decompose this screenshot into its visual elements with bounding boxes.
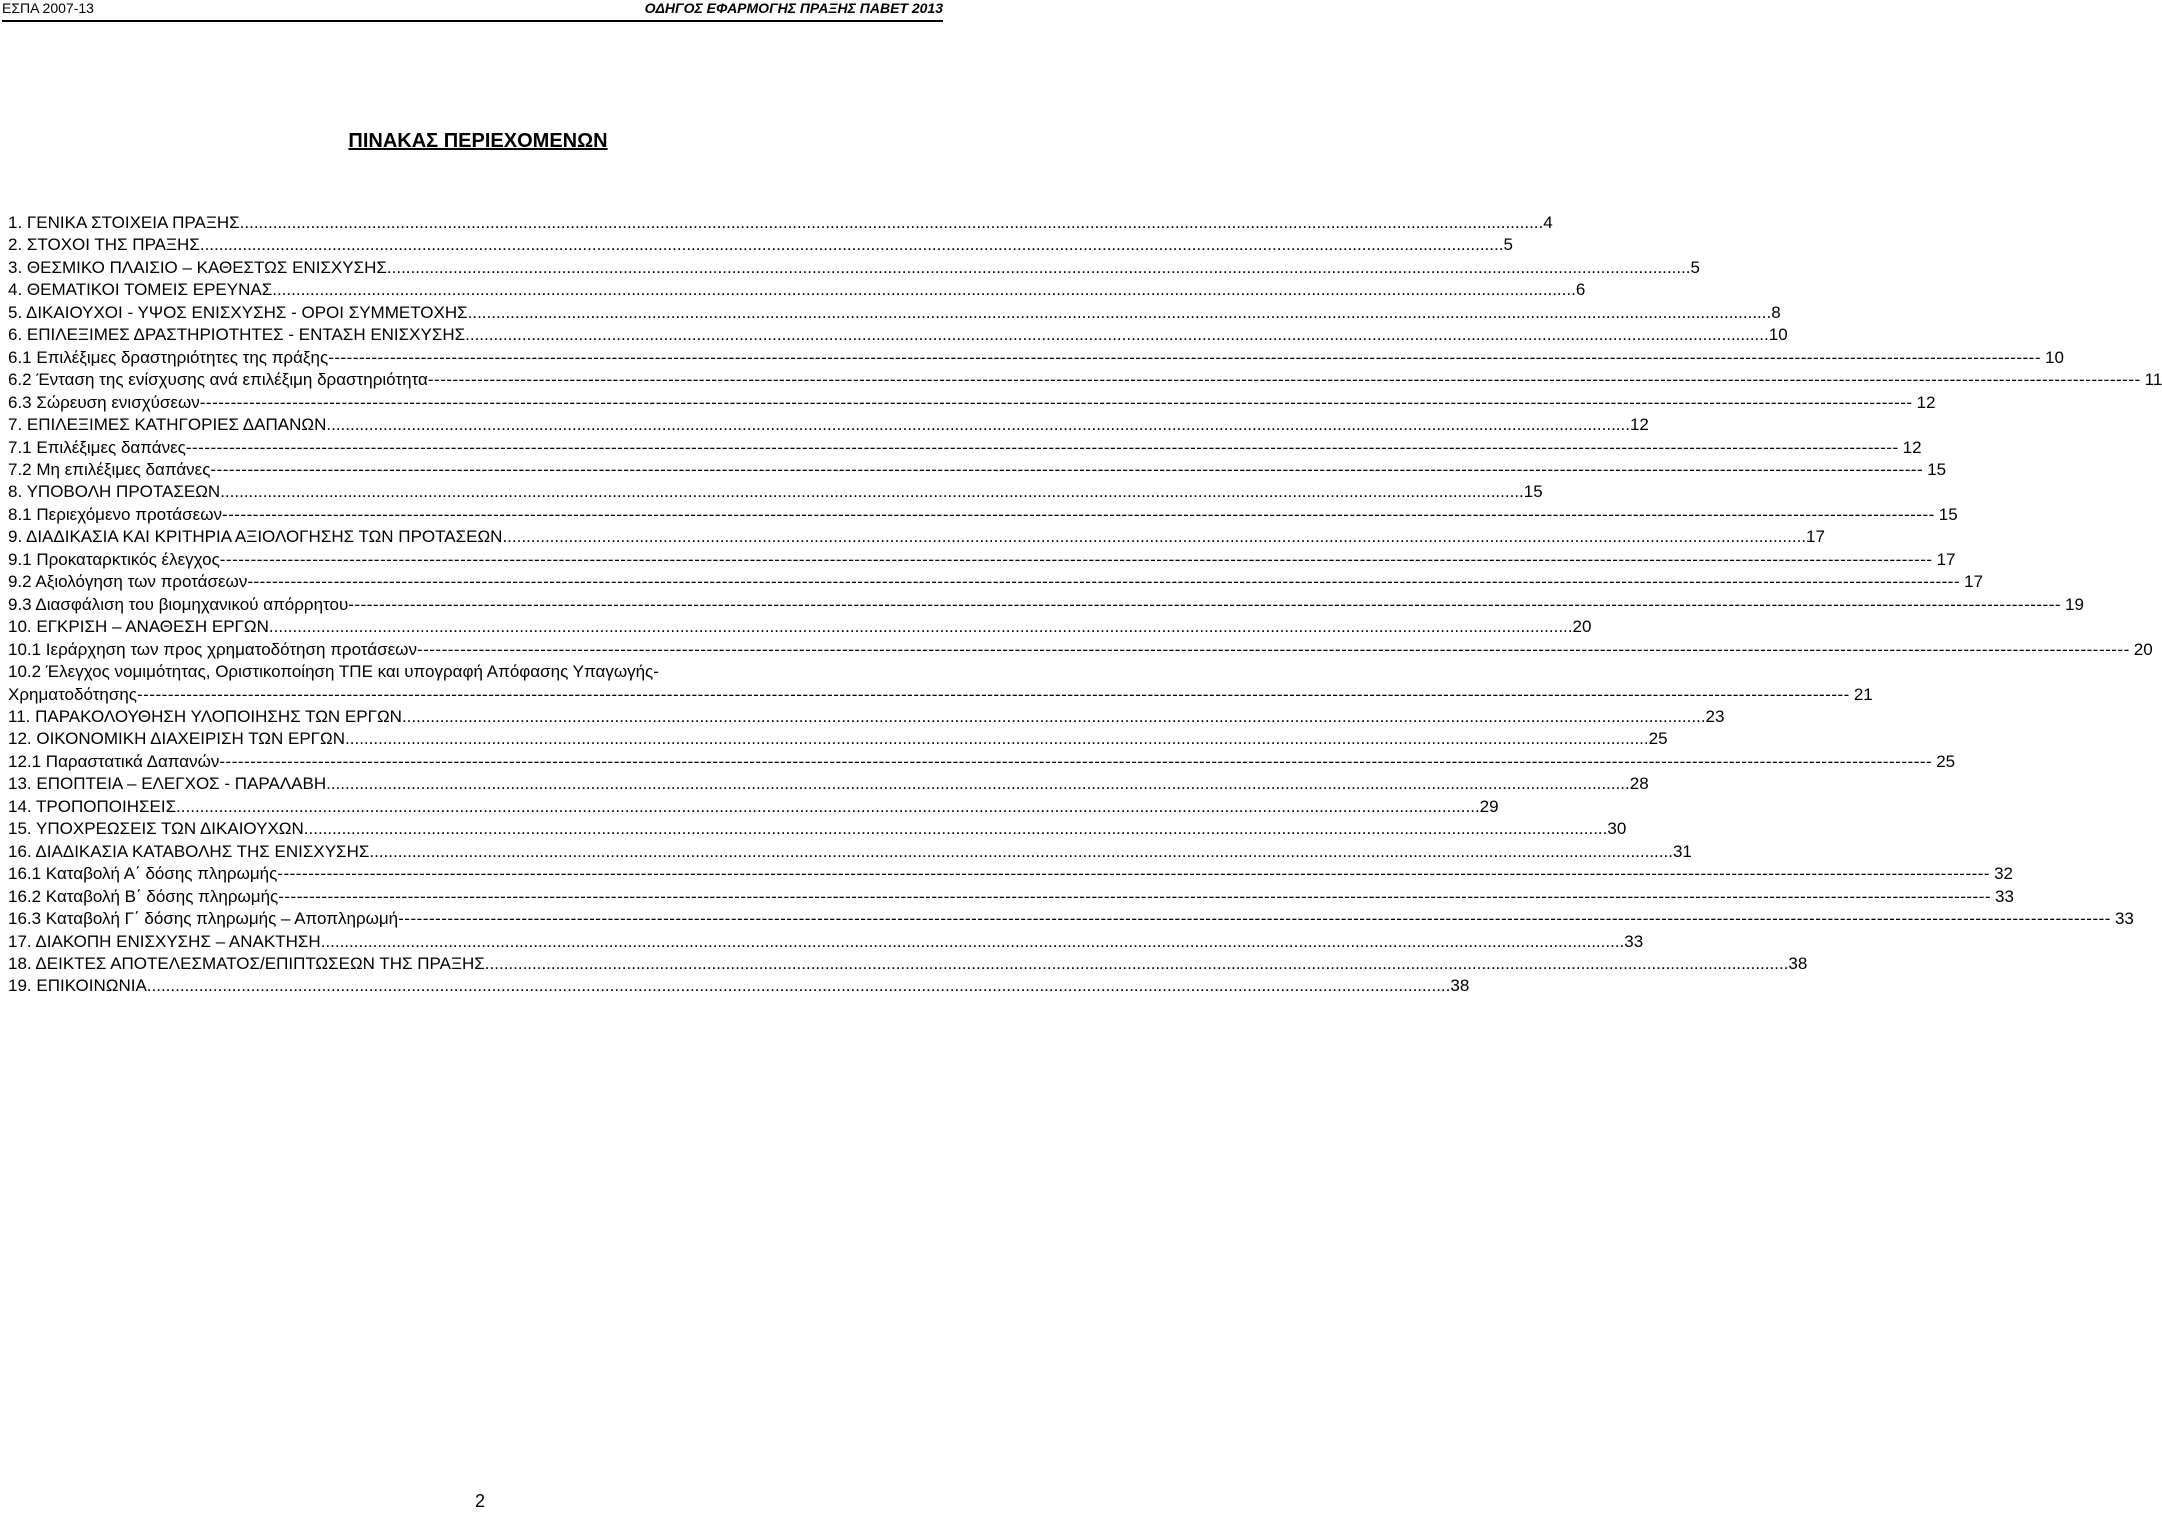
toc-page-number: 29 [1479,796,1499,816]
toc-leader [369,841,1673,863]
toc-leader [240,212,1544,234]
toc-entry-title: 9.1 Προκαταρκτικός έλεγχος [8,549,220,569]
toc-leader [387,257,1691,279]
toc-page-number: 10 [1768,325,1788,345]
toc-page-number: 12 [1629,415,1649,435]
toc-page-number: 25 [1648,729,1668,749]
toc-leader [465,324,1769,346]
toc-entry[interactable] [8,684,1873,706]
toc-entry[interactable] [8,571,1984,593]
toc-entry-title: 8. ΥΠΟΒΟΛΗ ΠΡΟΤΑΣΕΩΝ [8,482,221,502]
toc-leader [417,639,2130,661]
toc-entry-title: 10.1 Ιεράρχηση των προς χρηματοδότηση προτάσεων [8,639,417,659]
toc-leader [176,796,1480,818]
toc-entry-title: 9.3 Διασφάλιση του βιομηχανικού απόρρητου [8,594,349,614]
toc-page-number: 6 [1575,280,1586,300]
toc-entry-title: 16. ΔΙΑΔΙΚΑΣΙΑ ΚΑΤΑΒΟΛΗΣ ΤΗΣ ΕΝΙΣΧΥΣΗΣ [8,841,370,861]
toc-title: ΠΙΝΑΚΑΣ ΠΕΡΙΕΧΟΜΕΝΩΝ [348,130,608,152]
table-of-contents [8,212,2162,998]
toc-entry[interactable] [8,234,1513,256]
toc-entry-title: 7.2 Μη επιλέξιμες δαπάνες [8,459,211,479]
toc-entry[interactable] [8,347,2064,369]
toc-page-number: 33 [2114,909,2134,929]
toc-entry[interactable] [8,616,1592,638]
toc-entry-title: 12. ΟΙΚΟΝΟΜΙΚΗ ΔΙΑΧΕΙΡΙΣΗ ΤΩΝ ΕΡΓΩΝ [8,729,346,749]
toc-entry[interactable] [8,706,1725,728]
toc-entry-title: 12.1 Παραστατικά Δαπανών [8,751,220,771]
toc-leader [326,773,1630,795]
toc-page-number: 5 [1690,257,1700,277]
toc-page-number: 19 [2065,594,2084,614]
header-right-text: ΟΔΗΓΟΣ ΕΦΑΡΜΟΓΗΣ ΠΡΑΞΗΣ ΠΑΒΕΤ 2013 [644,0,943,16]
toc-entry[interactable] [8,594,2084,616]
toc-entry-title: 8.1 Περιεχόμενο προτάσεων [8,504,222,524]
toc-leader [345,728,1649,750]
toc-leader [269,616,1573,638]
toc-entry[interactable] [8,751,1956,773]
toc-page-number: 25 [1936,751,1956,771]
toc-entry-title: 11. ΠΑΡΑΚΟΛΟΥΘΗΣΗ ΥΛΟΠΟΙΗΣΗΣ ΤΩΝ ΕΡΓΩΝ [8,706,402,726]
toc-leader [210,459,1923,481]
toc-entry[interactable] [8,796,1499,818]
toc-page-number: 38 [1788,953,1808,973]
toc-entry-heading[interactable]: 10.2 Έλεγχος νομιμότητας, Οριστικοποίηση ΤΠΕ και υπογραφή Απόφασης Υπαγωγής- [8,662,659,682]
toc-entry-title: 9. ΔΙΑΔΙΚΑΣΙΑ ΚΑΙ ΚΡΙΤΗΡΙΑ ΑΞΙΟΛΟΓΗΣΗΣ ΤΩΝ ΠΡΟΤΑΣΕΩΝ [8,527,503,547]
toc-page-number: 12 [1916,392,1936,412]
toc-page-number: 31 [1672,841,1692,861]
toc-entry[interactable] [8,526,1825,548]
toc-page-number: 17 [1806,527,1825,547]
toc-leader [200,392,1913,414]
toc-leader [328,347,2041,369]
toc-leader [428,369,2141,391]
toc-entry[interactable] [8,369,2162,391]
toc-page-number: 17 [1964,572,1984,592]
toc-entry[interactable] [8,414,1649,436]
toc-entry[interactable] [8,324,1788,346]
toc-entry[interactable] [8,953,1808,975]
toc-entry-title: 6.1 Επιλέξιμες δραστηριότητες της πράξης [8,347,329,367]
toc-leader [402,706,1706,728]
toc-page-number: 30 [1607,819,1627,839]
toc-page-number: 28 [1629,774,1649,794]
toc-entry[interactable] [8,908,2134,930]
toc-entry-title: 18. ΔΕΙΚΤΕΣ ΑΠΟΤΕΛΕΣΜΑΤΟΣ/ΕΠΙΠΤΩΣΕΩΝ ΤΗΣ ΠΡΑΞΗΣ [8,953,485,973]
page-header [2,0,943,22]
toc-entry[interactable] [8,392,1936,414]
header-left-text: ΕΣΠΑ 2007-13 [2,0,94,16]
toc-page-number: 32 [1994,864,2014,884]
toc-entry-title: 16.2 Καταβολή Β΄ δόσης πληρωμής [8,886,279,906]
toc-entry[interactable] [8,302,1781,324]
toc-entry[interactable] [8,886,2014,908]
toc-entry-title: 4. ΘΕΜΑΤΙΚΟΙ ΤΟΜΕΙΣ ΕΡΕΥΝΑΣ [8,280,273,300]
toc-leader [220,549,1933,571]
toc-entry-title: 3. ΘΕΣΜΙΚΟ ΠΛΑΙΣΙΟ – ΚΑΘΕΣΤΩΣ ΕΝΙΣΧΥΣΗΣ [8,257,387,277]
toc-page-number: 17 [1936,549,1956,569]
toc-page-number: 11 [2144,370,2162,390]
toc-page-number: 23 [1705,706,1725,726]
toc-leader [278,886,1991,908]
toc-entry-title: 17. ΔΙΑΚΟΠΗ ΕΝΙΣΧΥΣΗΣ – ΑΝΑΚΤΗΣΗ [8,931,321,951]
toc-page-number: 15 [1927,459,1947,479]
toc-entry[interactable] [8,504,1958,526]
toc-entry[interactable] [8,975,1470,997]
toc-leader [220,481,1524,503]
toc-entry-title: 14. ΤΡΟΠΟΠΟΙΗΣΕΙΣ [8,796,177,816]
toc-entry-title: 2. ΣΤΟΧΟΙ ΤΗΣ ΠΡΑΞΗΣ [8,235,200,255]
toc-leader [200,234,1504,256]
toc-page-number: 20 [2133,639,2153,659]
toc-page-number: 10 [2045,347,2064,367]
toc-entry-title: 5. ΔΙΚΑΙΟΥΧΟΙ - ΥΨΟΣ ΕΝΙΣΧΥΣΗΣ - ΟΡΟΙ ΣΥΜΜΕΤΟΧΗΣ [8,302,468,322]
toc-leader [247,571,1960,593]
toc-entry-title: 7.1 Επιλέξιμες δαπάνες [8,437,186,457]
toc-entry[interactable] [8,841,1692,863]
toc-entry-title: 6. ΕΠΙΛΕΞΙΜΕΣ ΔΡΑΣΤΗΡΙΟΤΗΤΕΣ - ΕΝΤΑΣΗ ΕΝΙΣΧΥΣΗΣ [8,325,466,345]
toc-entry[interactable] [8,459,1947,481]
toc-entry[interactable] [8,279,1586,301]
toc-entry-title: 16.3 Καταβολή Γ΄ δόσης πληρωμής – Αποπληρωμή [8,909,399,929]
toc-entry[interactable] [8,212,1553,234]
toc-entry[interactable] [8,818,1627,840]
toc-entry[interactable] [8,481,1543,503]
toc-entry[interactable] [8,257,1700,279]
toc-page-number: 33 [1995,886,2014,906]
toc-leader [219,751,1932,773]
toc-entry-title: 6.3 Σώρευση ενισχύσεων [8,392,200,412]
toc-page-number: 12 [1902,437,1922,457]
toc-entry[interactable] [8,549,1956,571]
toc-entry-title: 9.2 Αξιολόγηση των προτάσεων [8,572,248,592]
toc-entry[interactable] [8,931,1644,953]
toc-entry-title: 19. ΕΠΙΚΟΙΝΩΝΙΑ [8,976,147,996]
toc-page-number: 21 [1853,684,1873,704]
toc-entry-title: 1. ΓΕΝΙΚΑ ΣΤΟΙΧΕΙΑ ΠΡΑΞΗΣ [8,213,240,232]
toc-page-number: 38 [1450,976,1470,996]
toc-leader [304,818,1608,840]
toc-entry[interactable] [8,639,2153,661]
toc-leader [326,414,1630,436]
toc-leader [222,504,1935,526]
toc-page-number: 33 [1624,931,1644,951]
toc-page-number: 5 [1503,235,1513,255]
page-number: 2 [474,1491,485,1511]
toc-page-number: 8 [1771,302,1781,322]
toc-leader [272,279,1576,301]
toc-leader [398,908,2111,930]
toc-entry-title: Χρηματοδότησης [8,684,138,704]
toc-entry-title: 6.2 Ένταση της ενίσχυσης ανά επιλέξιμη δραστηριότητα [8,370,428,390]
toc-entry-title: 7. ΕΠΙΛΕΞΙΜΕΣ ΚΑΤΗΓΟΡΙΕΣ ΔΑΠΑΝΩΝ [8,415,327,435]
toc-entry-title: 13. ΕΠΟΠΤΕΙΑ – ΕΛΕΓΧΟΣ - ΠΑΡΑΛΑΒΗ [8,774,327,794]
toc-entry-title: 15. ΥΠΟΧΡΕΩΣΕΙΣ ΤΩΝ ΔΙΚΑΙΟΥΧΩΝ [8,819,304,839]
toc-leader [348,594,2061,616]
toc-leader [321,931,1625,953]
toc-page-number: 20 [1572,617,1592,637]
toc-entry[interactable] [8,437,1922,459]
toc-leader [186,437,1899,459]
toc-page-number: 4 [1543,213,1553,232]
toc-entry[interactable] [8,863,2014,885]
toc-leader [277,863,1990,885]
toc-entry[interactable] [8,728,1668,750]
toc-page-number: 15 [1938,504,1958,524]
toc-entry-title: 16.1 Καταβολή Α΄ δόσης πληρωμής [8,864,278,884]
toc-leader [147,975,1451,997]
toc-leader [502,526,1806,548]
toc-entry-title: 10. ΕΓΚΡΙΣΗ – ΑΝΑΘΕΣΗ ΕΡΓΩΝ [8,617,269,637]
toc-leader [137,684,1850,706]
toc-page-number: 15 [1523,482,1543,502]
toc-leader [468,302,1772,324]
toc-entry[interactable] [8,773,1649,795]
toc-leader [485,953,1789,975]
